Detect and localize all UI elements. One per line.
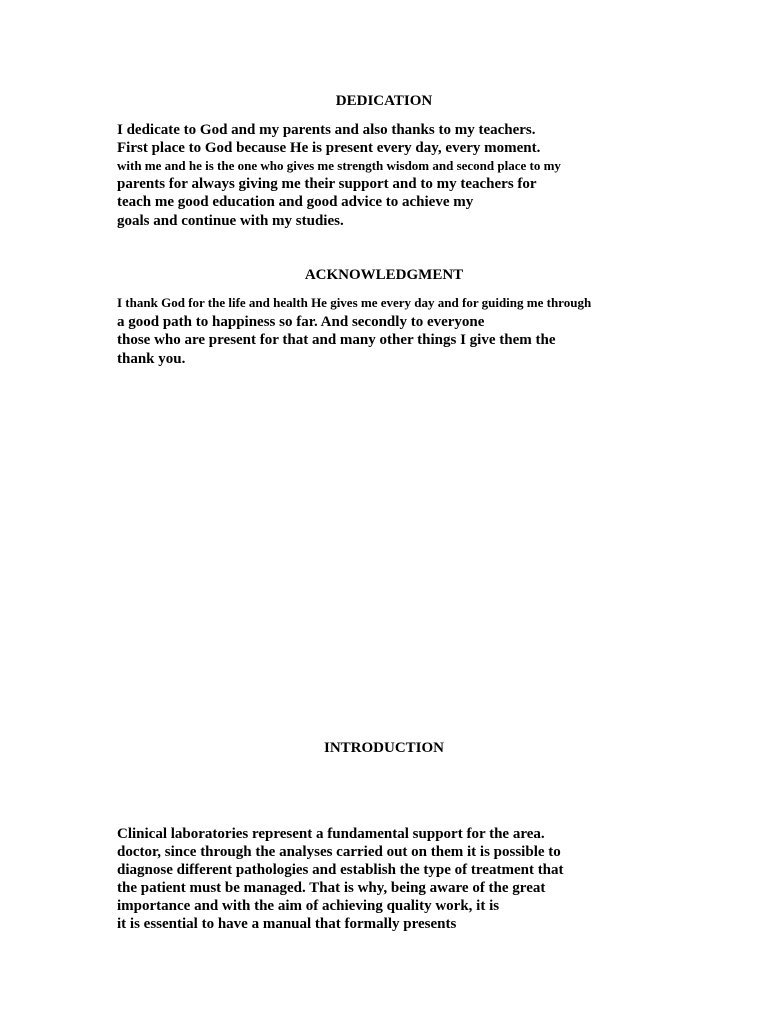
introduction-line: Clinical laboratories represent a fundamental support for the area. — [117, 826, 545, 842]
dedication-line: First place to God because He is present every day, every moment. — [117, 140, 541, 156]
dedication-line: with me and he is the one who gives me strength wisdom and second place to my — [117, 158, 561, 173]
dedication-line: goals and continue with my studies. — [117, 213, 344, 229]
acknowledgment-line: I thank God for the life and health He gives me every day and for guiding me through — [117, 295, 592, 310]
dedication-line: I dedicate to God and my parents and also thanks to my teachers. — [117, 122, 536, 138]
acknowledgment-line: a good path to happiness so far. And secondly to everyone — [117, 314, 485, 330]
dedication-heading: DEDICATION — [335, 93, 433, 109]
introduction-line: doctor, since through the analyses carried out on them it is possible to — [117, 844, 561, 860]
acknowledgment-line: thank you. — [117, 351, 186, 367]
introduction-heading: INTRODUCTION — [323, 740, 444, 756]
dedication-line: parents for always giving me their support and to my teachers for — [117, 176, 537, 192]
acknowledgment-heading: ACKNOWLEDGMENT — [304, 267, 464, 283]
dedication-line: teach me good education and good advice to achieve my — [117, 194, 474, 210]
acknowledgment-line: those who are present for that and many other things I give them the — [117, 332, 556, 348]
introduction-line: diagnose different pathologies and establish the type of treatment that — [117, 862, 564, 878]
introduction-line: importance and with the aim of achieving quality work, it is — [117, 898, 500, 914]
introduction-line: it is essential to have a manual that formally presents — [117, 916, 457, 932]
introduction-line: the patient must be managed. That is why, being aware of the great — [117, 880, 546, 896]
